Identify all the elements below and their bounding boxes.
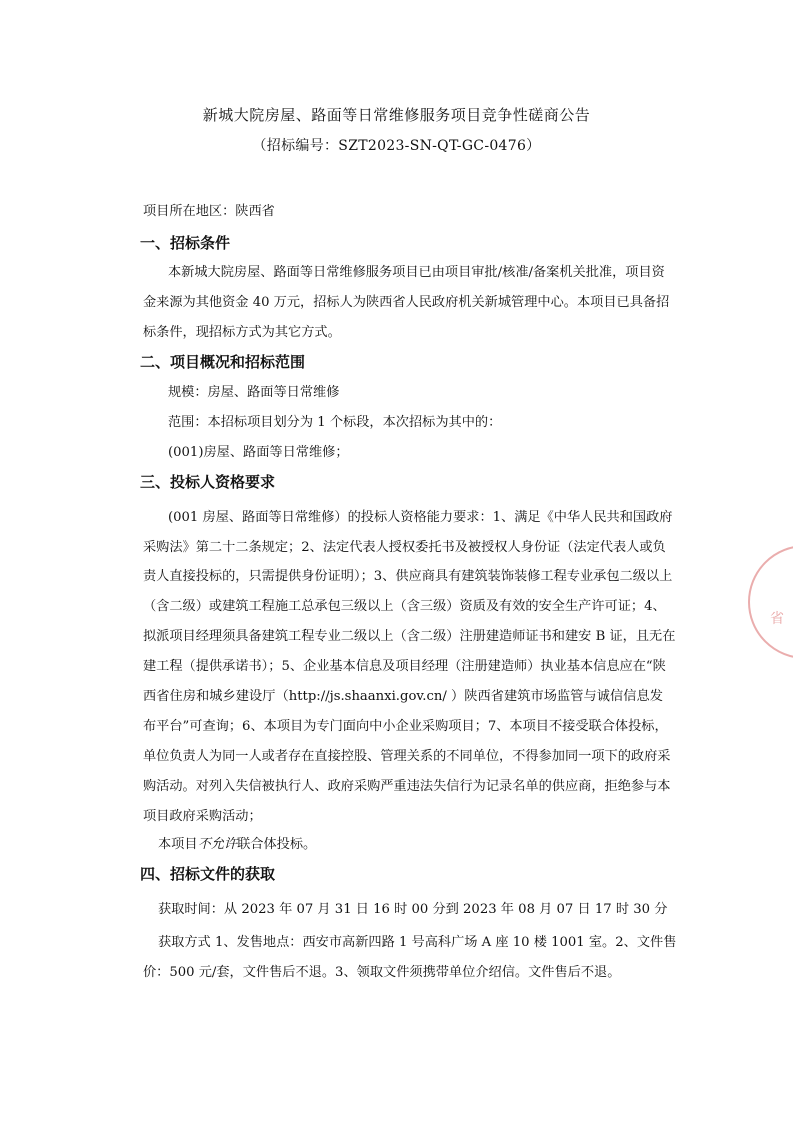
s2-scope: 范围：本招标项目划分为 1 个标段，本次招标为其中的：	[168, 415, 502, 430]
s1-line-1: 本新城大院房屋、路面等日常维修服务项目已由项目审批/核准/备案机关批准，项目资	[168, 265, 665, 280]
section-heading-2: 二、项目概况和招标范围	[140, 353, 306, 371]
section-heading-3: 三、投标人资格要求	[140, 473, 276, 491]
section-heading-4: 四、招标文件的获取	[140, 865, 276, 883]
consortium-prefix: 本项目	[158, 837, 198, 852]
s3-line-8: 布平台”可查询；6、本项目为专门面向中小企业采购项目；7、本项目不接受联合体投标，	[143, 719, 668, 734]
s3-line-2: 采购法》第二十二条规定；2、法定代表人授权委托书及被授权人身份证（法定代表人或负	[143, 540, 666, 555]
s3-line-7: 西省住房和城乡建设厅（http://js.shaanxi.gov.cn/ ）陕西省建筑市场监管与诚信信息发	[143, 689, 663, 704]
section-heading-1: 一、招标条件	[140, 234, 231, 252]
s1-line-2: 金来源为其他资金 40 万元，招标人为陕西省人民政府机关新城管理中心。本项目已具备招	[143, 295, 670, 310]
s2-scale: 规模：房屋、路面等日常维修	[168, 385, 340, 400]
tender-code: （招标编号：SZT2023-SN-QT-GC-0476）	[252, 138, 541, 154]
s3-line-9: 单位负责人为同一人或者存在直接控股、管理关系的不同单位，不得参加同一项下的政府采	[143, 749, 671, 764]
project-region: 项目所在地区：陕西省	[143, 204, 275, 219]
s3-line-6: 建工程（提供承诺书）；5、企业基本信息及项目经理（注册建造师）执业基本信息应在“陕	[143, 659, 666, 674]
s4-line-2: 价：500 元/套，文件售后不退。3、领取文件须携带单位介绍信。文件售后不退。	[143, 965, 621, 980]
s3-line-10: 购活动。对列入失信被执行人、政府采购严重违法失信行为记录名单的供应商，拒绝参与本	[143, 779, 671, 794]
consortium-emphasis: 不允许	[197, 837, 238, 852]
official-seal-stamp	[748, 545, 793, 659]
s2-lot: (001)房屋、路面等日常维修；	[168, 445, 349, 460]
s3-line-4: （含二级）或建筑工程施工总承包三级以上（含三级）资质及有效的安全生产许可证；4、	[143, 599, 666, 614]
s3-line-1: (001 房屋、路面等日常维修）的投标人资格能力要求：1、满足《中华人民共和国政府	[168, 510, 673, 525]
s3-line-11: 项目政府采购活动；	[143, 809, 262, 824]
document-title: 新城大院房屋、路面等日常维修服务项目竞争性磋商公告	[202, 106, 591, 124]
s3-line-5: 拟派项目经理须具备建筑工程专业二级以上（含二级）注册建造师证书和建安 B 证，且无在	[143, 629, 676, 644]
s3-line-3: 责人直接投标的，只需提供身份证明）；3、供应商具有建筑装饰装修工程专业承包二级以上	[143, 569, 673, 584]
s4-time: 获取时间：从 2023 年 07 月 31 日 16 时 00 分到 2023 年 08 月 07 日 17 时 30 分	[158, 902, 668, 917]
s3-consortium	[158, 836, 678, 854]
consortium-suffix: 联合体投标。	[237, 837, 317, 852]
s4-line-1: 获取方式 1、发售地点：西安市高新四路 1 号高科广场 A 座 10 楼 1001 室。2、文件售	[158, 935, 677, 950]
seal-char: 省	[770, 611, 784, 627]
s1-line-3: 标条件，现招标方式为其它方式。	[143, 325, 341, 340]
